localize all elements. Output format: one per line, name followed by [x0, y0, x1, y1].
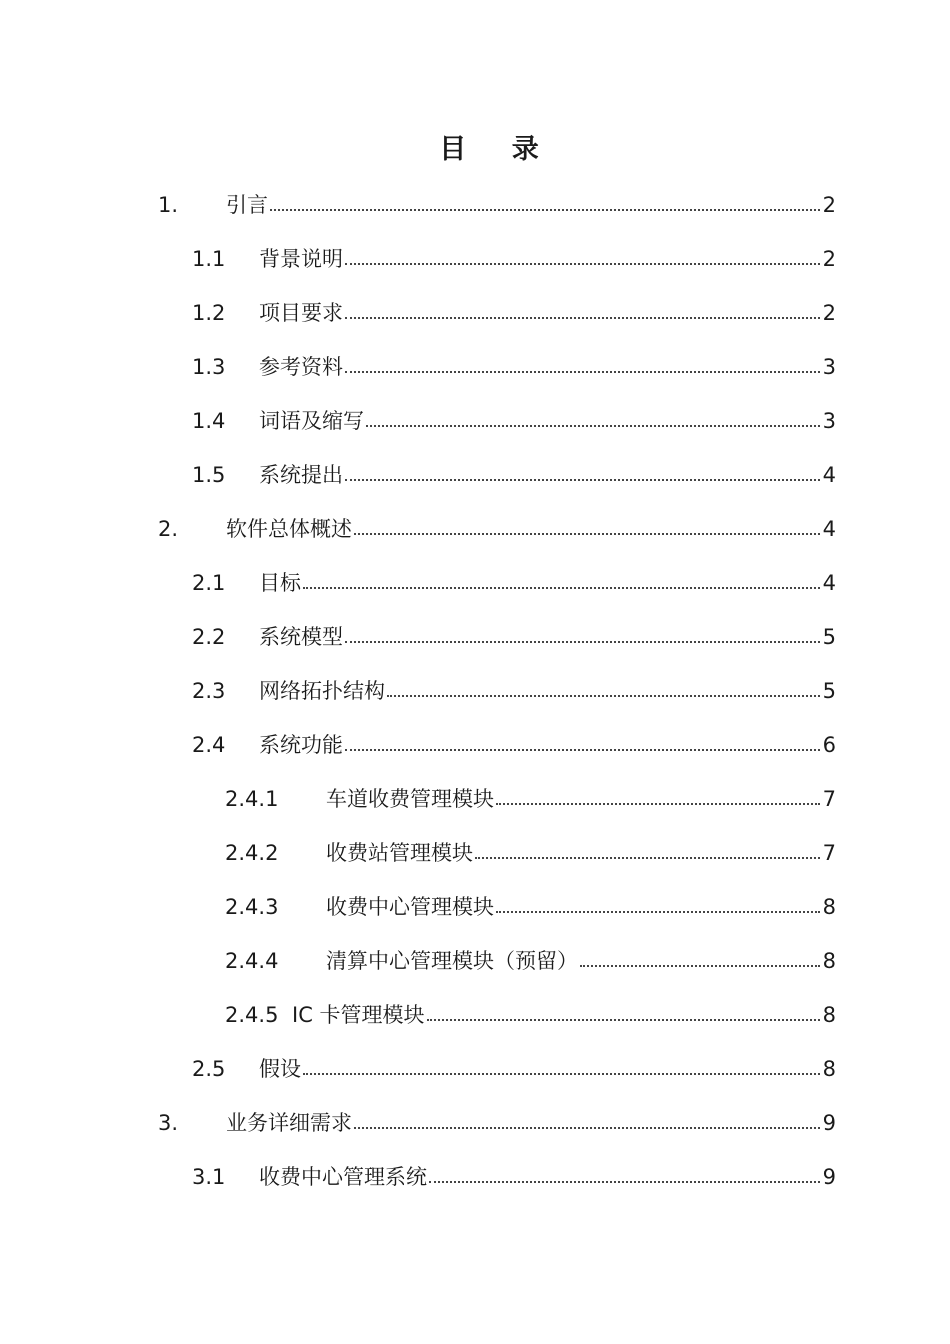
toc-entry-number: 2.4.5 — [225, 1003, 279, 1027]
toc-entry[interactable] — [225, 774, 836, 814]
toc-dot-leader — [427, 1019, 820, 1021]
toc-page-number: 8 — [822, 1003, 836, 1027]
toc-entry-number: 2.4.1 — [225, 787, 279, 811]
toc-entry-title: 系统提出 — [259, 463, 343, 487]
toc-page-number: 4 — [822, 571, 836, 595]
toc-dot-leader — [496, 911, 820, 913]
toc-dot-leader — [366, 425, 820, 427]
toc-entry-title: 清算中心管理模块（预留） — [326, 949, 578, 973]
toc-page-number: 2 — [822, 193, 836, 217]
toc-entry-number: 1.1 — [192, 247, 226, 271]
toc-entry[interactable] — [192, 558, 836, 598]
toc-entry[interactable] — [192, 1044, 836, 1084]
toc-page-number: 8 — [822, 895, 836, 919]
toc-page-number: 4 — [822, 517, 836, 541]
toc-dot-leader — [496, 803, 820, 805]
toc-entry-number: 2.2 — [192, 625, 226, 649]
toc-page-number: 5 — [822, 679, 836, 703]
toc-dot-leader — [345, 749, 820, 751]
toc-entry-number: 3. — [158, 1111, 179, 1135]
toc-entry-title: 收费中心管理模块 — [326, 895, 494, 919]
toc-dot-leader — [387, 695, 820, 697]
toc-entry-title: 网络拓扑结构 — [259, 679, 385, 703]
toc-entry-number: 2.1 — [192, 571, 226, 595]
toc-entry-title: 软件总体概述 — [226, 517, 352, 541]
toc-entry-title: IC 卡管理模块 — [292, 1003, 425, 1027]
toc-page-number: 8 — [822, 1057, 836, 1081]
toc-entry-title: 词语及缩写 — [259, 409, 364, 433]
toc-entry[interactable] — [158, 504, 836, 544]
toc-entry-title: 车道收费管理模块 — [326, 787, 494, 811]
toc-entry-number: 2. — [158, 517, 179, 541]
toc-page-number: 8 — [822, 949, 836, 973]
toc-entry-title: 背景说明 — [259, 247, 343, 271]
toc-entry-number: 2.4.3 — [225, 895, 279, 919]
toc-entry-title: 业务详细需求 — [226, 1111, 352, 1135]
toc-entry-title: 系统模型 — [259, 625, 343, 649]
toc-dot-leader — [429, 1181, 820, 1183]
toc-entry-number: 2.3 — [192, 679, 226, 703]
toc-entry-title: 收费中心管理系统 — [259, 1165, 427, 1189]
toc-page-number: 9 — [822, 1111, 836, 1135]
toc-page-number: 3 — [822, 355, 836, 379]
toc-entry[interactable] — [192, 1152, 836, 1192]
toc-title: 目 录 — [439, 134, 557, 165]
toc-entry-title: 假设 — [259, 1057, 301, 1081]
toc-entry-number: 1.5 — [192, 463, 226, 487]
toc-dot-leader — [580, 965, 820, 967]
toc-entry[interactable] — [192, 666, 836, 706]
toc-page-number: 3 — [822, 409, 836, 433]
toc-dot-leader — [345, 371, 820, 373]
toc-page-number: 5 — [822, 625, 836, 649]
toc-dot-leader — [345, 263, 820, 265]
toc-dot-leader — [270, 209, 820, 211]
toc-entry-number: 3.1 — [192, 1165, 226, 1189]
toc-entry[interactable] — [192, 396, 836, 436]
toc-entry[interactable] — [192, 720, 836, 760]
toc-entry-number: 1.3 — [192, 355, 226, 379]
toc-page-number: 2 — [822, 247, 836, 271]
toc-entry[interactable] — [192, 612, 836, 652]
toc-dot-leader — [354, 533, 820, 535]
toc-entry-title: 项目要求 — [259, 301, 343, 325]
toc-entry[interactable] — [225, 936, 836, 976]
toc-dot-leader — [354, 1127, 820, 1129]
toc-page-number: 9 — [822, 1165, 836, 1189]
toc-entry[interactable] — [225, 882, 836, 922]
toc-page-number: 7 — [822, 841, 836, 865]
toc-entry-number: 2.4 — [192, 733, 226, 757]
toc-entry-title: 参考资料 — [259, 355, 343, 379]
toc-dot-leader — [303, 587, 820, 589]
toc-entry[interactable] — [192, 288, 836, 328]
toc-page-number: 2 — [822, 301, 836, 325]
toc-page-number: 7 — [822, 787, 836, 811]
toc-entry[interactable] — [192, 342, 836, 382]
toc-entry[interactable] — [225, 828, 836, 868]
toc-entry-title: 系统功能 — [259, 733, 343, 757]
toc-entry[interactable] — [158, 180, 836, 220]
toc-dot-leader — [475, 857, 820, 859]
toc-page-number: 6 — [822, 733, 836, 757]
toc-entry-title: 收费站管理模块 — [326, 841, 473, 865]
toc-entry[interactable] — [192, 234, 836, 274]
toc-entry[interactable] — [158, 1098, 836, 1138]
toc-dot-leader — [345, 641, 820, 643]
toc-entry-title: 目标 — [259, 571, 301, 595]
toc-entry-number: 1.4 — [192, 409, 226, 433]
toc-entry-title: 引言 — [226, 193, 268, 217]
toc-entry[interactable] — [225, 990, 836, 1030]
toc-entry-number: 1. — [158, 193, 179, 217]
toc-entry-number: 2.4.4 — [225, 949, 279, 973]
toc-entry-number: 2.5 — [192, 1057, 226, 1081]
toc-dot-leader — [303, 1073, 820, 1075]
toc-dot-leader — [345, 317, 820, 319]
toc-entry-number: 1.2 — [192, 301, 226, 325]
toc-entry[interactable] — [192, 450, 836, 490]
toc-dot-leader — [345, 479, 820, 481]
toc-page-number: 4 — [822, 463, 836, 487]
toc-entry-number: 2.4.2 — [225, 841, 279, 865]
